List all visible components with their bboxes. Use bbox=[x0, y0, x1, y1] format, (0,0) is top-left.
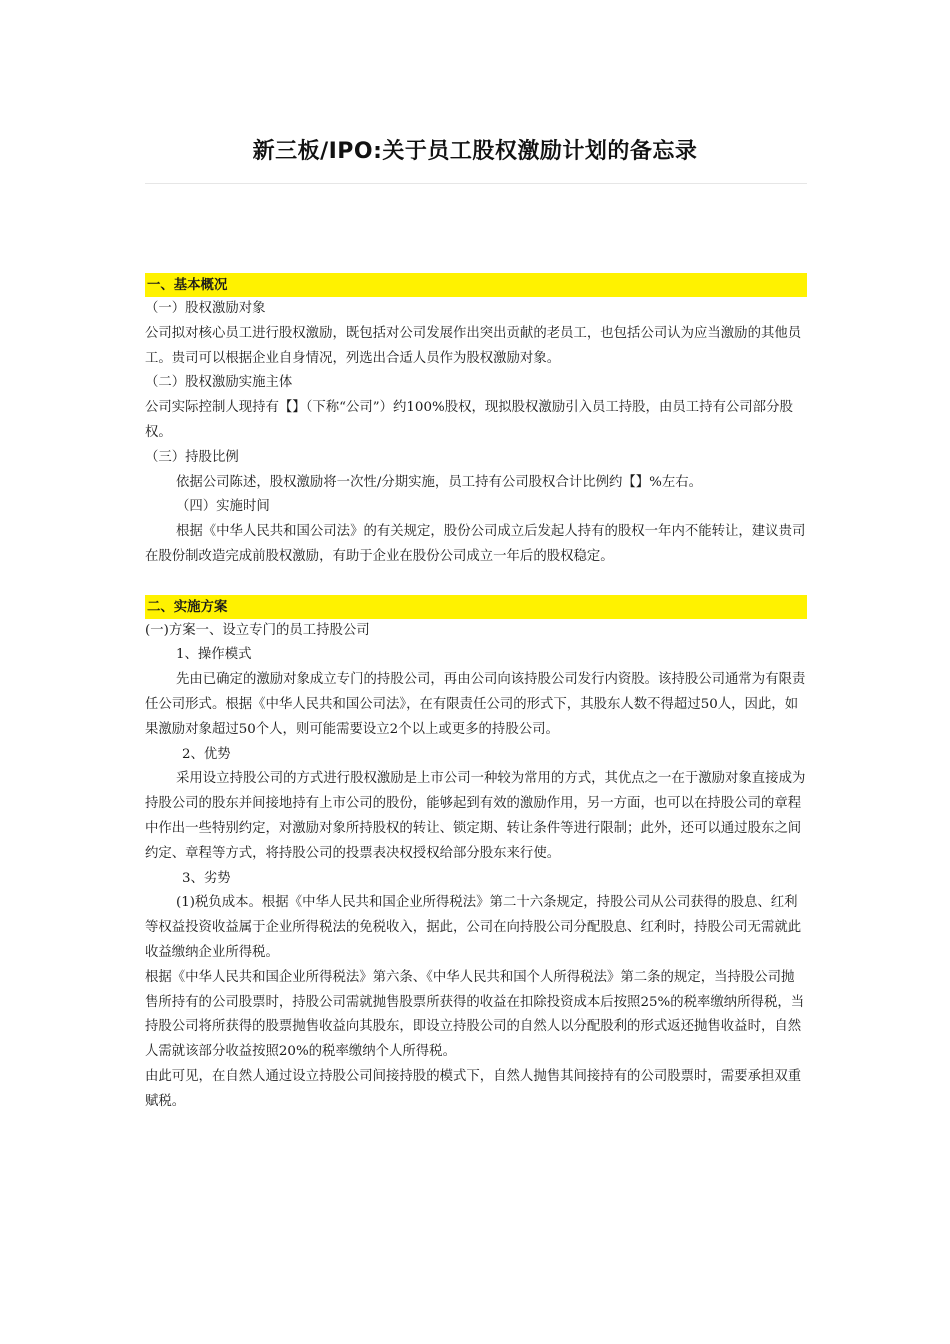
paragraph-timing: 根据《中华人民共和国公司法》的有关规定，股份公司成立后发起人持有的股权一年内不能转让，建议贵司在股份制改造完成前股权激励，有助于企业在股份公司成立一年后的股权稳定。 bbox=[145, 524, 806, 564]
heading-disadvantages: 3、劣势 bbox=[182, 870, 231, 886]
subheading-plan-one: (一)方案一、设立专门的员工持股公司 bbox=[145, 622, 370, 638]
paragraph-operation-mode: 先由已确定的激励对象成立专门的持股公司，再由公司向该持股公司发行内资股。该持股公司通常为有限责任公司形式。根据《中华人民共和国公司法》，在有限责任公司的形式下，其股东人数不得超过50人，因此，如果激励对象超过50个人，则可能需要设立2个以上或更多的持股公司。 bbox=[145, 672, 806, 737]
spacer bbox=[145, 570, 807, 595]
heading-advantages: 2、优势 bbox=[182, 746, 231, 762]
subheading-incentive-targets: （一）股权激励对象 bbox=[145, 301, 266, 316]
paragraph-tax-cost: (1)税负成本。根据《中华人民共和国企业所得税法》第二十六条规定，持股公司从公司获得的股息、红利等权益投资收益属于企业所得税法的免税收入，据此，公司在向持股公司分配股息、红利时，持股公司无需就此收益缴纳企业所得税。 bbox=[145, 895, 802, 960]
subheading-implementing-entity: （二）股权激励实施主体 bbox=[145, 375, 293, 391]
section-heading-implementation: 二、实施方案 bbox=[145, 595, 807, 619]
section-heading-overview: 一、基本概况 bbox=[145, 273, 807, 297]
paragraph-implementing-entity: 公司实际控制人现持有【】（下称“公司”）约100%股权，现拟股权激励引入员工持股，由员工持有公司部分股权。 bbox=[145, 400, 793, 440]
paragraph-advantages: 采用设立持股公司的方式进行股权激励是上市公司一种较为常用的方式，其优点之一在于激励对象直接成为持股公司的股东并间接地持有上市公司的股份，能够起到有效的激励作用，另一方面，也可以在持股公司的章程中作出一些特别约定，对激励对象所持股权的转让、锁定期、转让条件等进行限制；此外，还可以通过股东之间约定、章程等方式，将持股公司的投票表决权授权给部分股东来行使。 bbox=[145, 771, 806, 861]
title-divider bbox=[145, 183, 807, 184]
paragraph-double-taxation: 由此可见，在自然人通过设立持股公司间接持股的模式下，自然人抛售其间接持有的公司股票时，需要承担双重赋税。 bbox=[145, 1068, 802, 1109]
paragraph-holding-ratio: 依据公司陈述，股权激励将一次性/分期实施，员工持有公司股权合计比例约【】%左右。 bbox=[176, 474, 703, 490]
document-body bbox=[145, 273, 807, 1115]
document-title: 新三板/IPO:关于员工股权激励计划的备忘录 bbox=[252, 139, 698, 164]
paragraph-incentive-targets: 公司拟对核心员工进行股权激励，既包括对公司发展作出突出贡献的老员工，也包括公司认为应当激励的其他员工。贵司可以根据企业自身情况，列选出合适人员作为股权激励对象。 bbox=[145, 325, 802, 366]
heading-operation-mode: 1、操作模式 bbox=[176, 647, 252, 663]
paragraph-tax-law: 根据《中华人民共和国企业所得税法》第六条、《中华人民共和国个人所得税法》第二条的规定，当持股公司抛售所持有的公司股票时，持股公司需就抛售股票所获得的收益在扣除投资成本后按照25%的税率缴纳所得税，当持股公司将所获得的股票抛售收益向其股东，即设立持股公司的自然人以分配股利的形式返还抛售收益时，自然人需就该部分收益按照20%的税率缴纳个人所得税。 bbox=[145, 969, 805, 1060]
subheading-timing: （四）实施时间 bbox=[176, 499, 270, 515]
subheading-holding-ratio: （三）持股比例 bbox=[145, 449, 239, 465]
